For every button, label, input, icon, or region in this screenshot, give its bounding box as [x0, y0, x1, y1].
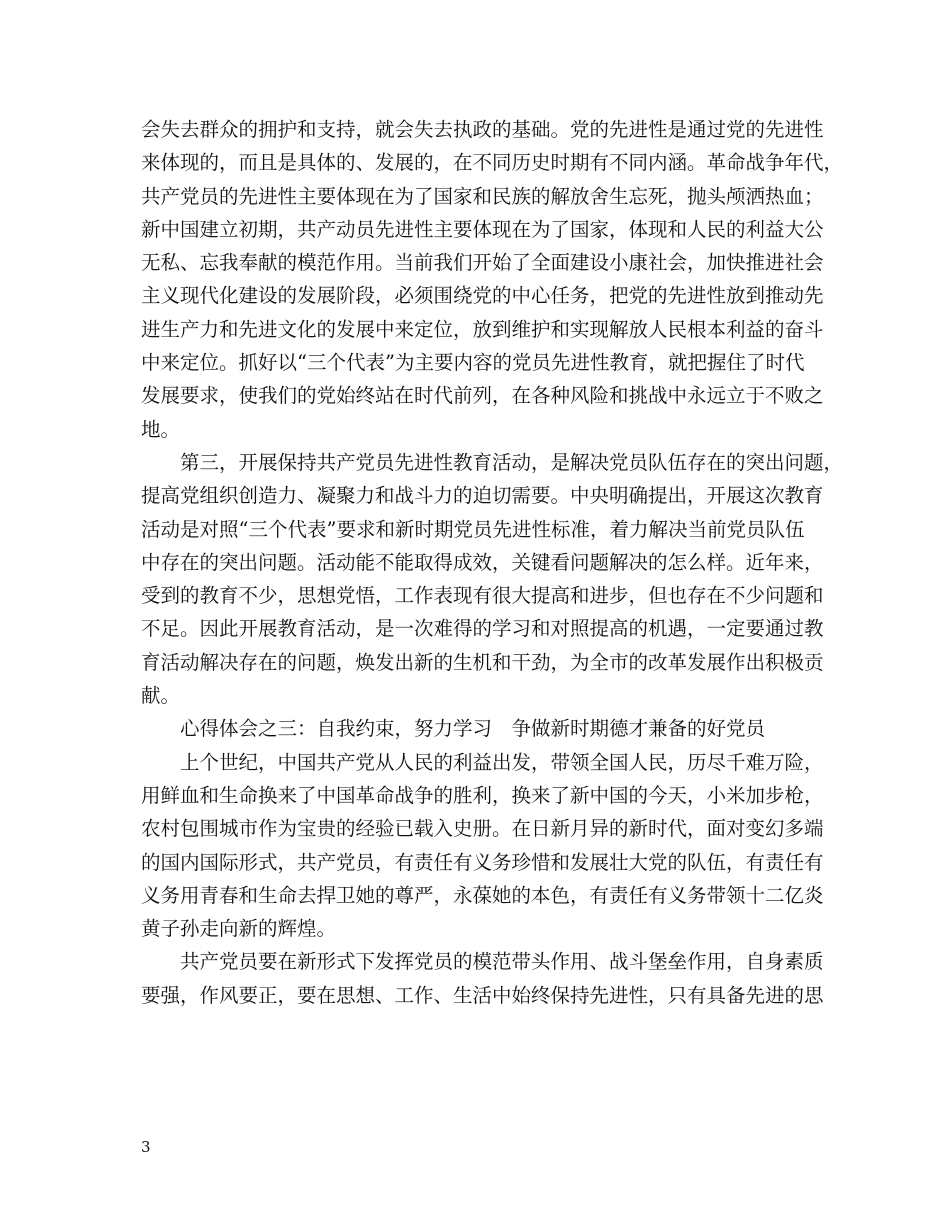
text-line: 第三，开展保持共产党员先进性教育活动，是解决党员队伍存在的突出问题， [180, 450, 844, 474]
text-line: 心得体会之三：自我约束，努力学习 争做新时期德才兼备的好党员 [180, 717, 766, 741]
text-line: 受到的教育不少，思想党悟，工作表现有很大提高和进步，但也存在不少问题和 [141, 584, 824, 608]
text-line: 义务用青春和生命去捍卫她的尊严，永葆她的本色，有责任有义务带领十二亿炎 [141, 883, 824, 907]
text-line: 来体现的，而且是具体的、发展的，在不同历史时期有不同内涵。革命战争年代， [141, 151, 844, 175]
text-line: 提高党组织创造力、凝聚力和战斗力的迫切需要。中央明确提出，开展这次教育 [141, 484, 824, 508]
text-line: 要强，作风要正，要在思想、工作、生活中始终保持先进性，只有具备先进的思 [141, 983, 824, 1007]
text-line: 会失去群众的拥护和支持，就会失去执政的基础。党的先进性是通过党的先进性 [141, 118, 824, 141]
text-line: 用鲜血和生命换来了中国革命战争的胜利，换来了新中国的今天，小米加步枪， [141, 783, 824, 807]
text-line: 黄子孙走向新的辉煌。 [141, 917, 337, 941]
text-line: 主义现代化建设的发展阶段，必须围绕党的中心任务，把党的先进性放到推动先 [141, 284, 824, 308]
text-line: 进生产力和先进文化的发展中来定位，放到维护和实现解放人民根本利益的奋斗 [141, 317, 824, 341]
text-line: 中来定位。抓好以“三个代表”为主要内容的党员先进性教育，就把握住了时代 [141, 351, 805, 375]
body-text [141, 113, 844, 1012]
text-line: 地。 [141, 417, 181, 441]
page-number: 3 [141, 1138, 151, 1156]
text-line: 活动是对照“三个代表”要求和新时期党员先进性标准，着力解决当前党员队伍 [141, 517, 805, 541]
text-line: 共产党员的先进性主要体现在为了国家和民族的解放舍生忘死，抛头颅洒热血； [141, 184, 824, 208]
text-line: 育活动解决存在的问题，焕发出新的生机和干劲，为全市的改革发展作出积极贡 [141, 650, 824, 674]
text-line: 发展要求，使我们的党始终站在时代前列，在各种风险和挑战中永远立于不败之 [141, 384, 824, 408]
text-line: 献。 [141, 684, 181, 708]
text-line: 农村包围城市作为宝贵的经验已载入史册。在日新月异的新时代，面对变幻多端 [141, 817, 824, 841]
text-line: 不足。因此开展教育活动，是一次难得的学习和对照提高的机遇，一定要通过教 [141, 617, 824, 641]
text-line: 新中国建立初期，共产动员先进性主要体现在为了国家，体现和人民的利益大公 [141, 217, 824, 241]
text-line: 共产党员要在新形式下发挥党员的模范带头作用、战斗堡垒作用，自身素质 [180, 950, 824, 974]
text-line: 无私、忘我奉献的模范作用。当前我们开始了全面建设小康社会，加快推进社会 [141, 251, 824, 275]
text-line: 中存在的突出问题。活动能不能取得成效，关键看问题解决的怎么样。近年来， [141, 550, 824, 574]
text-line: 的国内国际形式，共产党员，有责任有义务珍惜和发展壮大党的队伍，有责任有 [141, 850, 824, 874]
text-line: 上个世纪，中国共产党从人民的利益出发，带领全国人民，历尽千难万险， [180, 750, 824, 774]
